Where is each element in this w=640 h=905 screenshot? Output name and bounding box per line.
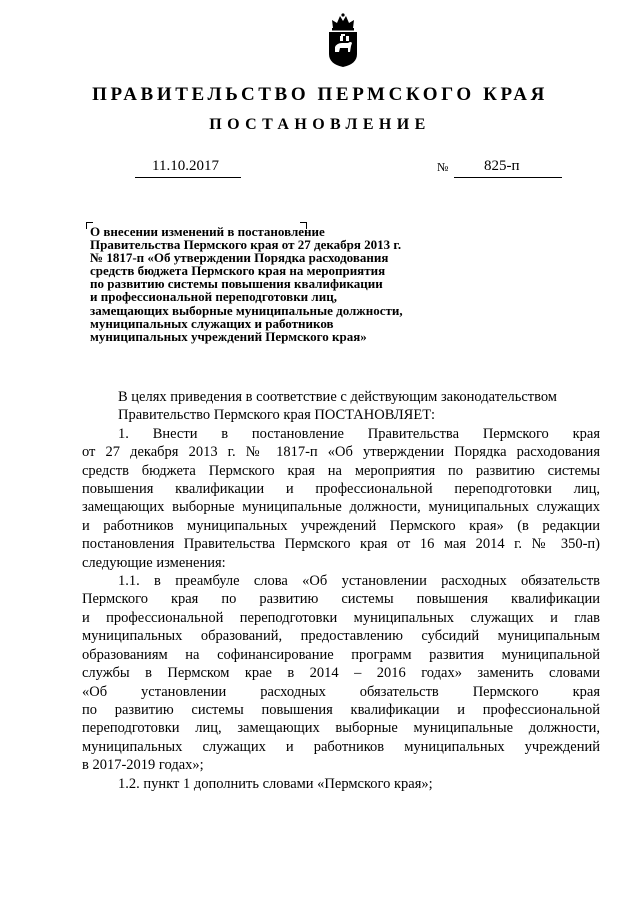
- number-field: [437, 157, 562, 179]
- body-line: муниципальных образований, предоставлению субсидий муниципальным: [82, 628, 600, 645]
- document-subject: [90, 225, 470, 343]
- body-line: 1.2. пункт 1 дополнить словами «Пермского края»;: [118, 775, 433, 792]
- date-underline: [135, 177, 241, 178]
- subject-line: № 1817-п «Об утверждении Порядка расходования: [90, 250, 389, 266]
- document-body: [82, 388, 600, 793]
- body-line: 1.1. в преамбуле слова «Об установлении расходных обязательств: [118, 573, 600, 590]
- subject-line: по развитию системы повышения квалификации: [90, 276, 383, 292]
- body-line: Пермского края по развитию системы повышения квалификации: [82, 591, 600, 608]
- subject-line: средств бюджета Пермского края на мероприятия: [90, 263, 386, 279]
- body-line: постановления Правительства Пермского края от 16 мая 2014 г. № 350-п): [82, 536, 600, 553]
- body-line: образованиям на софинансирование программ развития муниципальной: [82, 646, 600, 663]
- body-line: и работников муниципальных учреждений Пермского края» (в редакции: [82, 517, 600, 534]
- government-title: ПРАВИТЕЛЬСТВО ПЕРМСКОГО КРАЯ: [92, 84, 548, 105]
- body-line: переподготовки лиц, замещающих выборные муниципальные должности,: [82, 720, 600, 737]
- body-line: повышения квалификации и профессиональной переподготовки лиц,: [82, 481, 600, 498]
- subject-line: Правительства Пермского края от 27 декабря 2013 г.: [90, 237, 402, 253]
- body-line: службы в Пермском крае в 2014 – 2016 годах» заменить словами: [82, 665, 600, 682]
- subject-line: замещающих выборные муниципальные должности,: [90, 302, 403, 318]
- number-underline: [454, 177, 562, 178]
- body-line: в 2017-2019 годах»;: [82, 757, 204, 774]
- body-line: средств бюджета Пермского края на мероприятия по развитию системы: [82, 462, 600, 479]
- subject-line: О внесении изменений в постановление: [90, 224, 325, 239]
- body-line: от 27 декабря 2013 г. № 1817-п «Об утверждении Порядка расходования: [82, 444, 600, 461]
- document-number: 825-п: [484, 158, 520, 174]
- subject-line: муниципальных служащих и работников: [90, 315, 334, 331]
- subject-line: муниципальных учреждений Пермского края»: [90, 328, 367, 344]
- body-line: и профессиональной переподготовки муниципальных служащих и глав: [82, 609, 600, 626]
- number-sign: №: [437, 160, 449, 174]
- body-line: замещающих выборные муниципальные должности, муниципальных служащих: [82, 499, 600, 516]
- body-line: по развитию системы повышения квалификации и профессиональной: [82, 701, 600, 718]
- document-date: 11.10.2017: [152, 158, 219, 174]
- body-line: В целях приведения в соответствие с действующим законодательством: [118, 389, 557, 405]
- body-line: следующие изменения:: [82, 554, 226, 571]
- subject-line: и профессиональной переподготовки лиц,: [90, 289, 337, 305]
- date-field: [135, 157, 241, 179]
- body-line: 1. Внести в постановление Правительства Пермского края: [118, 425, 600, 442]
- body-line: «Об установлении расходных обязательств Пермского края: [82, 683, 600, 700]
- perm-krai-coat-of-arms-icon: [324, 12, 362, 68]
- body-line: муниципальных служащих и работников муниципальных учреждений: [82, 738, 600, 755]
- body-line: Правительство Пермского края ПОСТАНОВЛЯЕТ:: [118, 407, 436, 424]
- document-type: ПОСТАНОВЛЕНИЕ: [209, 116, 431, 133]
